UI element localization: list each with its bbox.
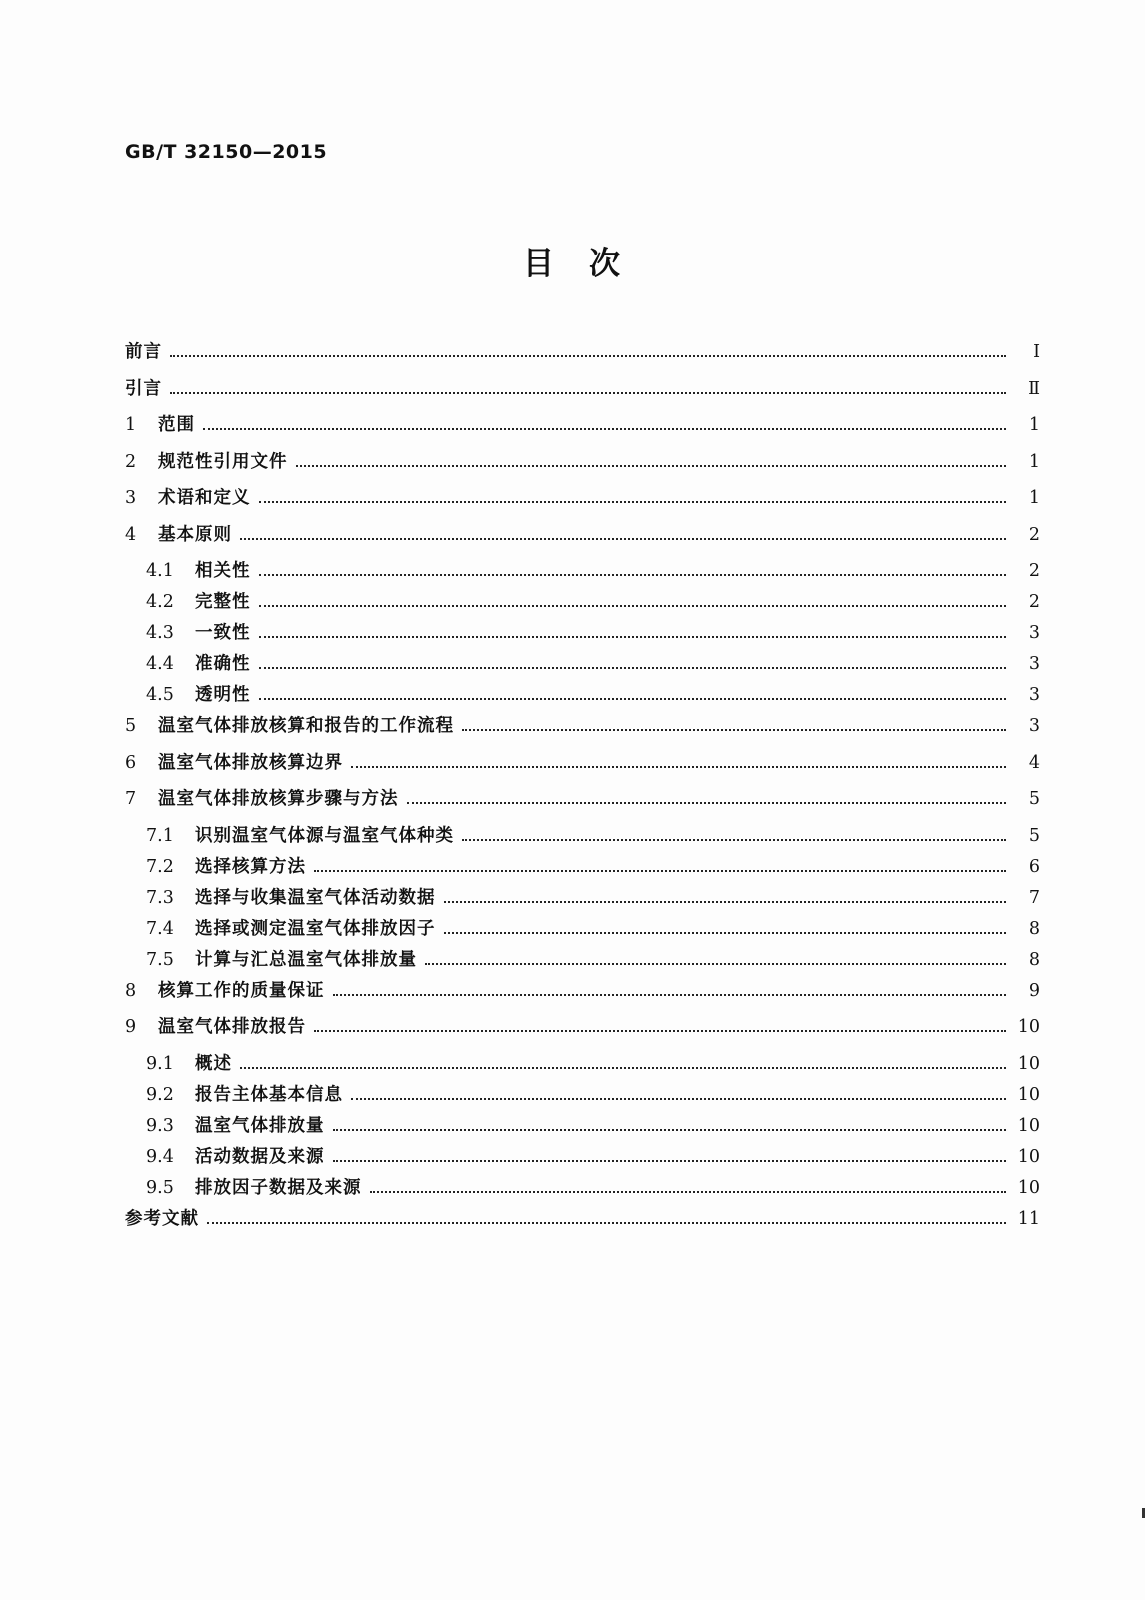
toc-entry-page-number: 3 (1028, 716, 1040, 736)
dot-leader (462, 729, 1006, 731)
toc-entry[interactable] (125, 884, 1040, 915)
toc-entry-label: 引言 (125, 378, 162, 399)
toc-entry-label: 选择或测定温室气体排放因子 (195, 918, 436, 939)
toc-entry[interactable] (125, 557, 1040, 588)
dot-leader (444, 932, 1007, 934)
toc-entry[interactable] (125, 521, 1040, 558)
dot-leader (203, 428, 1006, 430)
toc-entry-label: 相关性 (195, 561, 251, 581)
toc-entry-page-number: 8 (1028, 949, 1040, 970)
toc-entry-number: 7.4 (146, 918, 174, 939)
toc-entry-number: 4.4 (146, 654, 174, 674)
toc-entry-number: 4 (125, 524, 137, 545)
toc-entry[interactable] (125, 1050, 1040, 1081)
dot-leader (314, 870, 1006, 872)
toc-entry-page-number: 2 (1028, 592, 1040, 612)
dot-leader (259, 574, 1007, 576)
toc-entry-number: 9 (125, 1017, 137, 1037)
toc-entry[interactable] (125, 1013, 1040, 1050)
toc-entry[interactable] (125, 785, 1040, 822)
toc-entry-page-number: 7 (1028, 887, 1040, 908)
toc-entry-label: 规范性引用文件 (158, 451, 288, 472)
toc-entry-page-number: 3 (1028, 623, 1040, 643)
toc-entry[interactable] (125, 619, 1040, 650)
toc-entry[interactable] (125, 411, 1040, 448)
toc-entry-page-number: Ⅰ (1033, 342, 1040, 362)
toc-entry[interactable] (125, 749, 1040, 786)
toc-entry-page-number: 10 (1017, 1084, 1040, 1105)
toc-entry-page-number: 5 (1028, 789, 1040, 809)
dot-leader (207, 1222, 1006, 1224)
toc-entry[interactable] (125, 822, 1040, 853)
dot-leader (370, 1191, 1006, 1193)
toc-entry-label: 识别温室气体源与温室气体种类 (195, 825, 454, 846)
toc-entry[interactable] (125, 338, 1040, 375)
toc-entry-number: 9.4 (146, 1146, 174, 1167)
toc-entry[interactable] (125, 1174, 1040, 1205)
dot-leader (333, 994, 1007, 996)
toc-entry-label: 报告主体基本信息 (195, 1084, 343, 1105)
toc-entry-label: 一致性 (195, 623, 251, 643)
table-of-contents (125, 338, 1040, 1241)
dot-leader (170, 392, 1006, 394)
toc-entry-page-number: 2 (1028, 561, 1040, 581)
toc-entry-page-number: 1 (1028, 415, 1040, 435)
toc-entry-page-number: 10 (1017, 1115, 1040, 1136)
dot-leader (259, 636, 1007, 638)
toc-entry-page-number: 4 (1028, 752, 1040, 773)
toc-entry-page-number: 10 (1017, 1053, 1040, 1074)
toc-entry-number: 4.3 (146, 623, 174, 643)
toc-entry-page-number: 1 (1028, 451, 1040, 472)
toc-entry-number: 8 (125, 980, 137, 1001)
toc-entry-number: 7.1 (146, 825, 174, 846)
toc-entry-label: 选择与收集温室气体活动数据 (195, 887, 436, 908)
toc-entry-label: 排放因子数据及来源 (195, 1177, 362, 1198)
toc-entry[interactable] (125, 977, 1040, 1014)
toc-entry-label: 温室气体排放报告 (158, 1017, 306, 1037)
toc-entry-number: 9.1 (146, 1053, 174, 1074)
toc-entry-page-number: 5 (1028, 825, 1040, 846)
toc-entry-label: 概述 (195, 1053, 232, 1074)
toc-entry-page-number: 11 (1017, 1208, 1040, 1229)
toc-entry-number: 2 (125, 451, 137, 472)
toc-entry[interactable] (125, 375, 1040, 412)
toc-entry[interactable] (125, 650, 1040, 681)
toc-entry-label: 术语和定义 (158, 488, 251, 508)
dot-leader (351, 766, 1006, 768)
toc-entry-label: 准确性 (195, 654, 251, 674)
toc-entry-label: 活动数据及来源 (195, 1146, 325, 1167)
toc-entry-label: 计算与汇总温室气体排放量 (195, 949, 417, 970)
dot-leader (259, 605, 1007, 607)
toc-entry-label: 完整性 (195, 592, 251, 612)
dot-leader (462, 839, 1006, 841)
dot-leader (240, 1067, 1006, 1069)
toc-entry-label: 温室气体排放核算步骤与方法 (158, 789, 399, 809)
toc-entry-label: 温室气体排放核算边界 (158, 752, 343, 773)
dot-leader (240, 538, 1006, 540)
toc-entry-label: 前言 (125, 342, 162, 362)
toc-entry[interactable] (125, 946, 1040, 977)
toc-entry-label: 温室气体排放量 (195, 1115, 325, 1136)
toc-entry-page-number: 3 (1028, 654, 1040, 674)
dot-leader (259, 667, 1007, 669)
dot-leader (444, 901, 1007, 903)
dot-leader (425, 963, 1006, 965)
toc-entry-number: 3 (125, 488, 137, 508)
dot-leader (296, 465, 1007, 467)
toc-entry-number: 6 (125, 752, 137, 773)
toc-entry-number: 9.2 (146, 1084, 174, 1105)
toc-entry-number: 7.5 (146, 949, 174, 970)
page-title: 目 次 (523, 246, 622, 282)
toc-entry-page-number: 6 (1028, 856, 1040, 877)
toc-entry-label: 选择核算方法 (195, 856, 306, 877)
toc-entry-page-number: 1 (1028, 488, 1040, 508)
toc-entry[interactable] (125, 1205, 1040, 1242)
toc-entry-page-number: 2 (1028, 524, 1040, 545)
dot-leader (333, 1129, 1006, 1131)
dot-leader (407, 802, 1007, 804)
toc-entry[interactable] (125, 484, 1040, 521)
toc-entry-page-number: 9 (1028, 980, 1040, 1001)
toc-entry-page-number: 10 (1017, 1177, 1040, 1198)
toc-entry[interactable] (125, 1112, 1040, 1143)
toc-entry[interactable] (125, 853, 1040, 884)
toc-entry-label: 参考文献 (125, 1208, 199, 1229)
toc-entry-page-number: 3 (1028, 685, 1040, 705)
toc-entry[interactable] (125, 588, 1040, 619)
toc-entry-number: 9.5 (146, 1177, 174, 1198)
toc-entry[interactable] (125, 915, 1040, 946)
toc-entry-number: 5 (125, 716, 137, 736)
toc-entry[interactable] (125, 448, 1040, 485)
toc-entry-number: 7.2 (146, 856, 174, 877)
toc-entry-number: 4.5 (146, 685, 174, 705)
toc-entry-label: 透明性 (195, 685, 251, 705)
toc-entry-number: 4.2 (146, 592, 174, 612)
dot-leader (259, 698, 1007, 700)
dot-leader (170, 355, 1006, 357)
dot-leader (351, 1098, 1006, 1100)
toc-entry-label: 温室气体排放核算和报告的工作流程 (158, 716, 454, 736)
standard-number: GB/T 32150—2015 (125, 141, 328, 163)
toc-entry-number: 1 (125, 415, 137, 435)
toc-entry-page-number: 8 (1028, 918, 1040, 939)
toc-entry[interactable] (125, 712, 1040, 749)
toc-entry-page-number: 10 (1017, 1017, 1040, 1037)
dot-leader (333, 1160, 1006, 1162)
toc-entry-label: 核算工作的质量保证 (158, 980, 325, 1001)
toc-entry[interactable] (125, 1143, 1040, 1174)
toc-entry-number: 4.1 (146, 561, 174, 581)
toc-entry-number: 9.3 (146, 1115, 174, 1136)
toc-entry-label: 范围 (158, 415, 195, 435)
toc-entry[interactable] (125, 681, 1040, 712)
dot-leader (314, 1030, 1006, 1032)
toc-entry-label: 基本原则 (158, 524, 232, 545)
toc-entry-number: 7 (125, 789, 137, 809)
toc-entry-page-number: Ⅱ (1028, 378, 1040, 399)
toc-entry-number: 7.3 (146, 887, 174, 908)
dot-leader (259, 501, 1007, 503)
toc-entry[interactable] (125, 1081, 1040, 1112)
toc-entry-page-number: 10 (1017, 1146, 1040, 1167)
